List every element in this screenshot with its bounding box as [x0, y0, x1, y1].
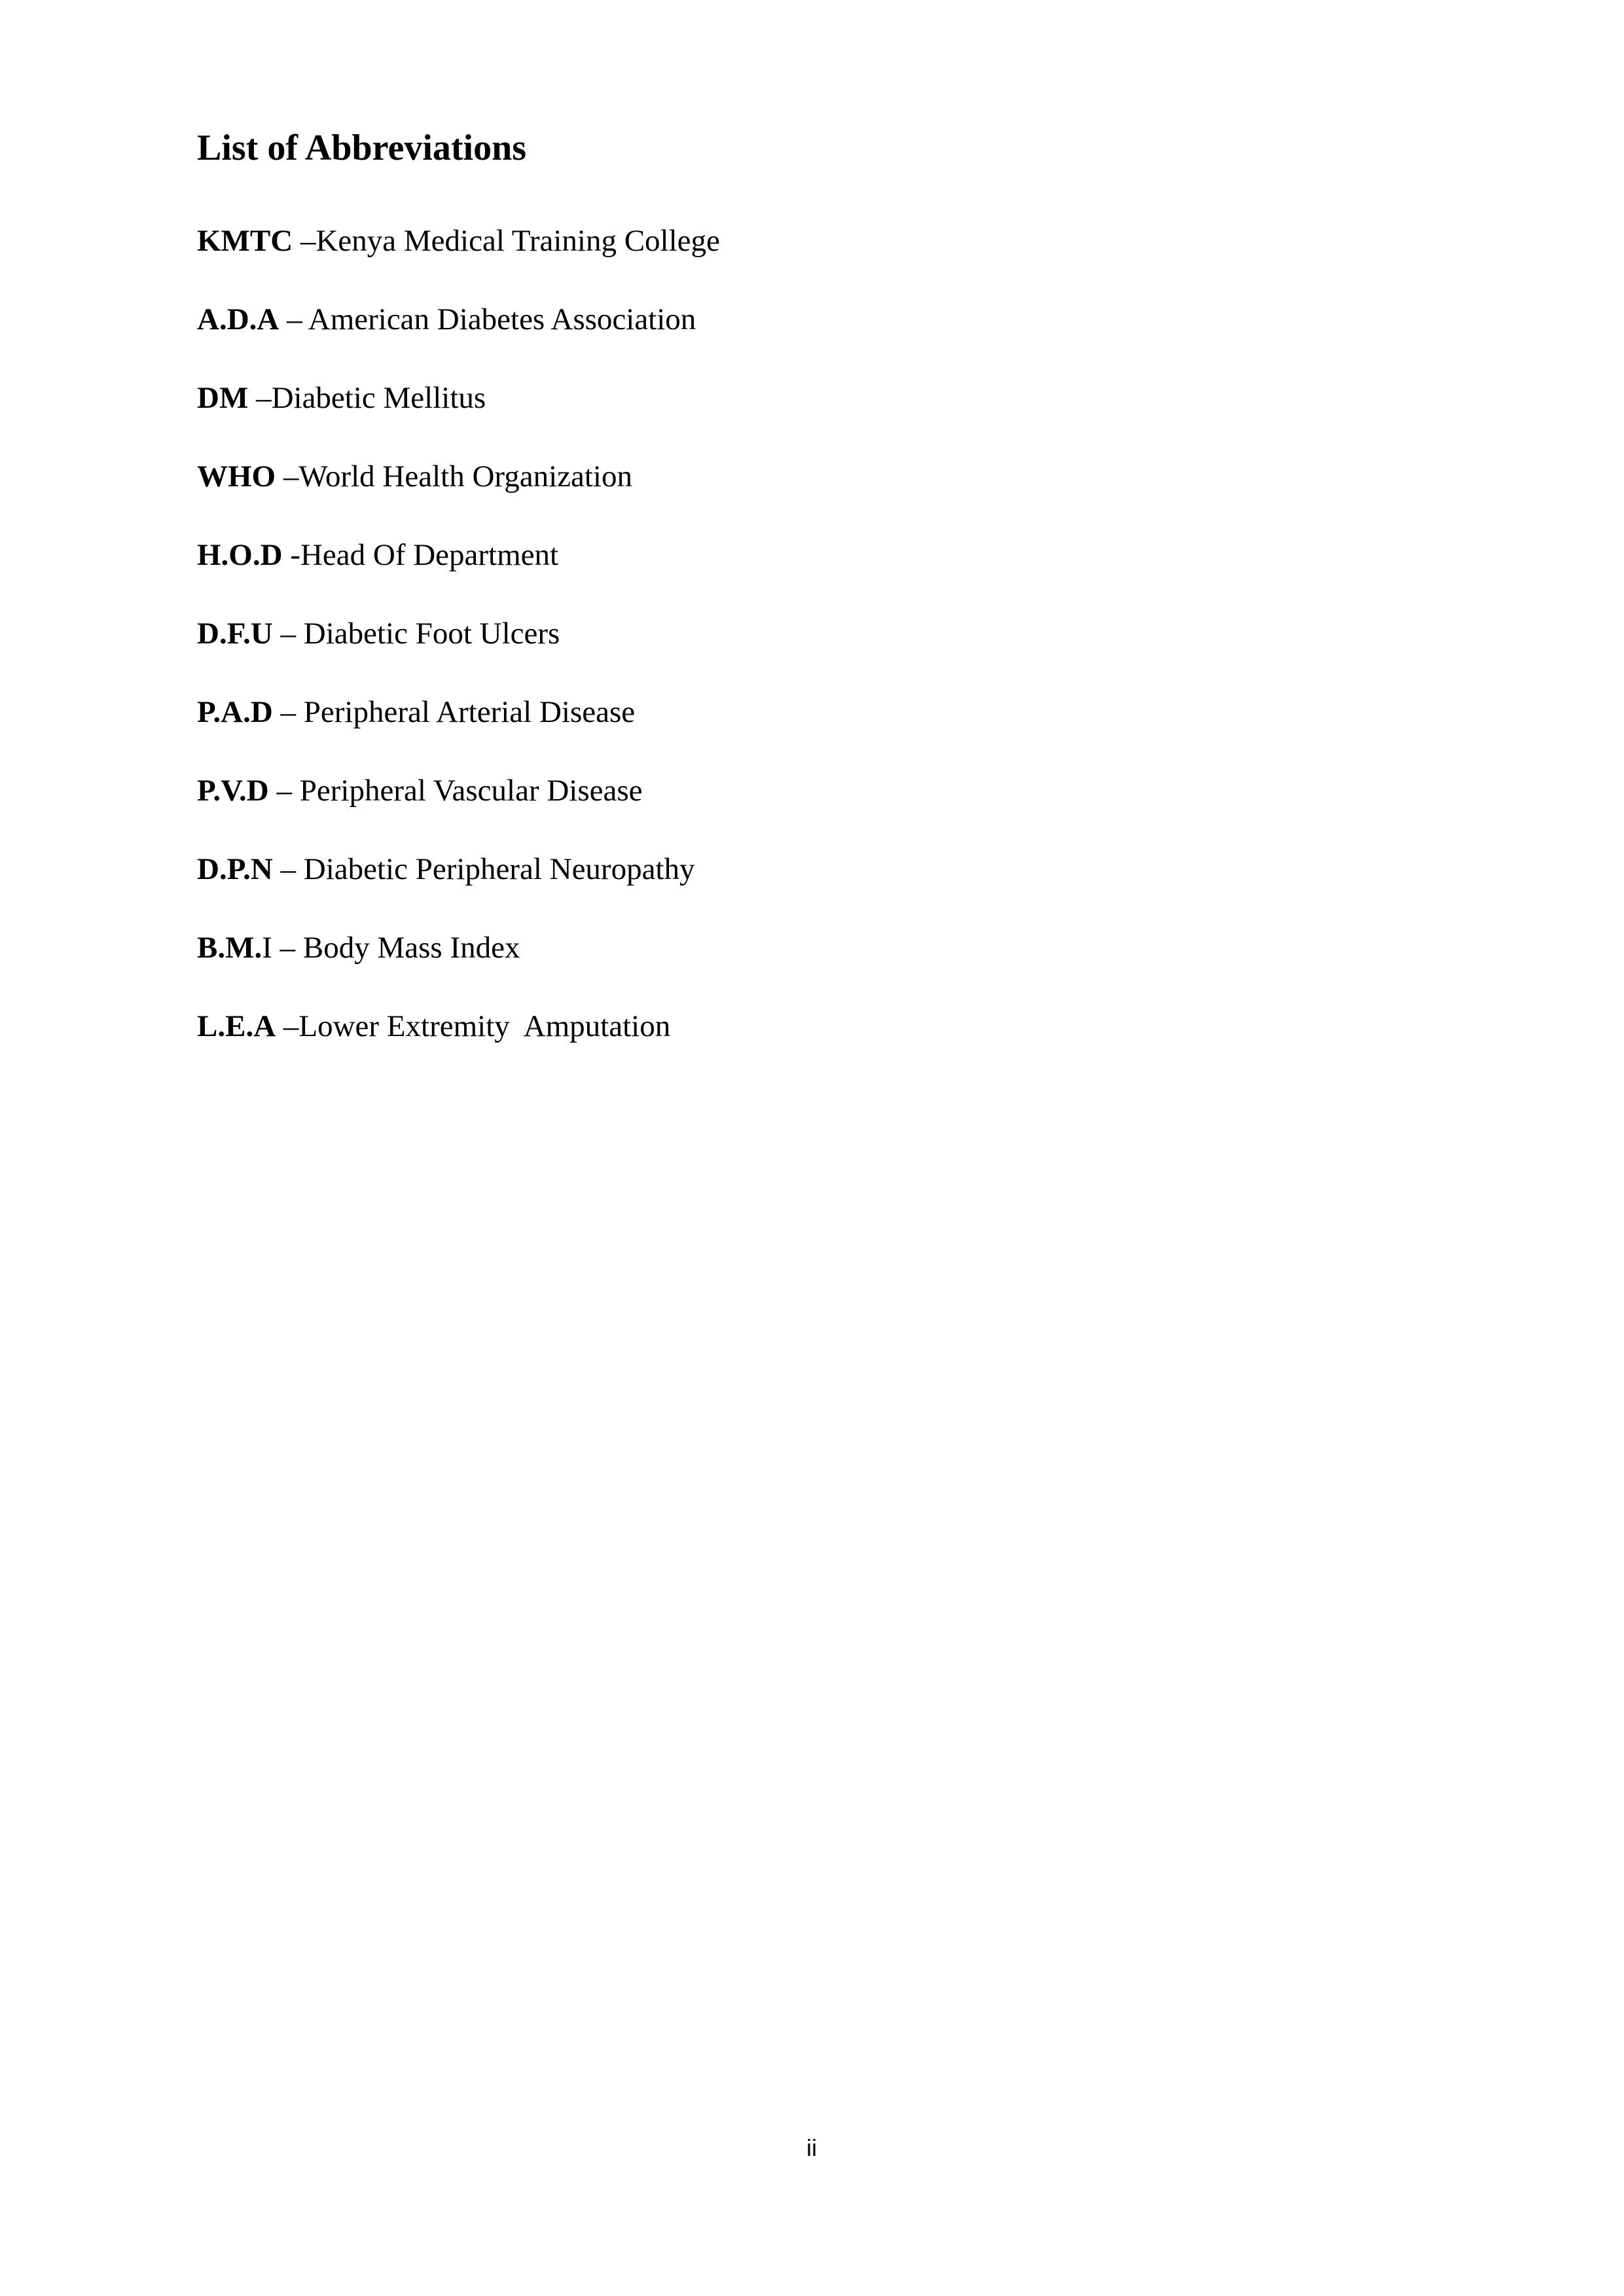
- abbreviation-item-ada: [197, 300, 720, 378]
- abbreviation-code: D.F.U: [197, 617, 273, 651]
- abbreviation-item-dfu: [197, 614, 720, 692]
- abbreviation-item-lea: [197, 1007, 720, 1085]
- abbreviation-code: B.M.: [197, 931, 262, 965]
- abbreviation-item-pvd: [197, 771, 720, 850]
- abbreviation-item-pad: [197, 692, 720, 771]
- abbreviation-code: WHO: [197, 459, 276, 493]
- abbreviation-code: L.E.A: [197, 1009, 276, 1043]
- page-title: List of Abbreviations: [197, 128, 527, 168]
- abbreviation-code: P.V.D: [197, 774, 269, 808]
- abbreviation-meaning: Diabetic Mellitus: [271, 381, 486, 415]
- abbreviation-code: H.O.D: [197, 538, 283, 572]
- abbreviation-code: KMTC: [197, 224, 293, 258]
- abbreviation-meaning: Diabetic Peripheral Neuropathy: [303, 852, 695, 886]
- abbreviation-item-dpn: [197, 850, 720, 928]
- abbreviation-separator: I –: [262, 931, 303, 965]
- abbreviation-separator: –: [279, 302, 308, 336]
- abbreviation-item-who: [197, 457, 720, 535]
- abbreviation-meaning: Kenya Medical Training College: [316, 224, 720, 258]
- abbreviation-separator: –: [276, 459, 299, 493]
- abbreviation-code: P.A.D: [197, 695, 273, 729]
- abbreviation-separator: –: [276, 1009, 299, 1043]
- abbreviation-item-bmi: [197, 928, 720, 1007]
- abbreviation-separator: –: [272, 695, 304, 729]
- abbreviation-meaning: World Health Organization: [298, 459, 632, 493]
- abbreviation-item-dm: [197, 378, 720, 457]
- abbreviation-separator: –: [272, 852, 304, 886]
- abbreviation-separator: –: [272, 617, 304, 651]
- abbreviation-code: A.D.A: [197, 302, 280, 336]
- page-number: ii: [806, 2134, 817, 2161]
- abbreviation-meaning: Lower Extremity Amputation: [298, 1009, 671, 1043]
- abbreviation-code: DM: [197, 381, 249, 415]
- abbreviation-meaning: Peripheral Vascular Disease: [299, 774, 643, 808]
- abbreviation-list: [197, 221, 720, 1085]
- abbreviation-meaning: American Diabetes Association: [308, 302, 696, 336]
- abbreviation-separator: –: [293, 224, 316, 258]
- abbreviation-separator: -: [282, 538, 300, 572]
- abbreviation-meaning: Head Of Department: [300, 538, 559, 572]
- abbreviation-code: D.P.N: [197, 852, 273, 886]
- abbreviation-meaning: Peripheral Arterial Disease: [303, 695, 636, 729]
- abbreviation-item-kmtc: [197, 221, 720, 300]
- abbreviation-separator: –: [248, 381, 272, 415]
- abbreviation-item-hod: [197, 535, 720, 614]
- abbreviation-meaning: Body Mass Index: [302, 931, 520, 965]
- abbreviation-separator: –: [268, 774, 300, 808]
- abbreviation-meaning: Diabetic Foot Ulcers: [303, 617, 560, 651]
